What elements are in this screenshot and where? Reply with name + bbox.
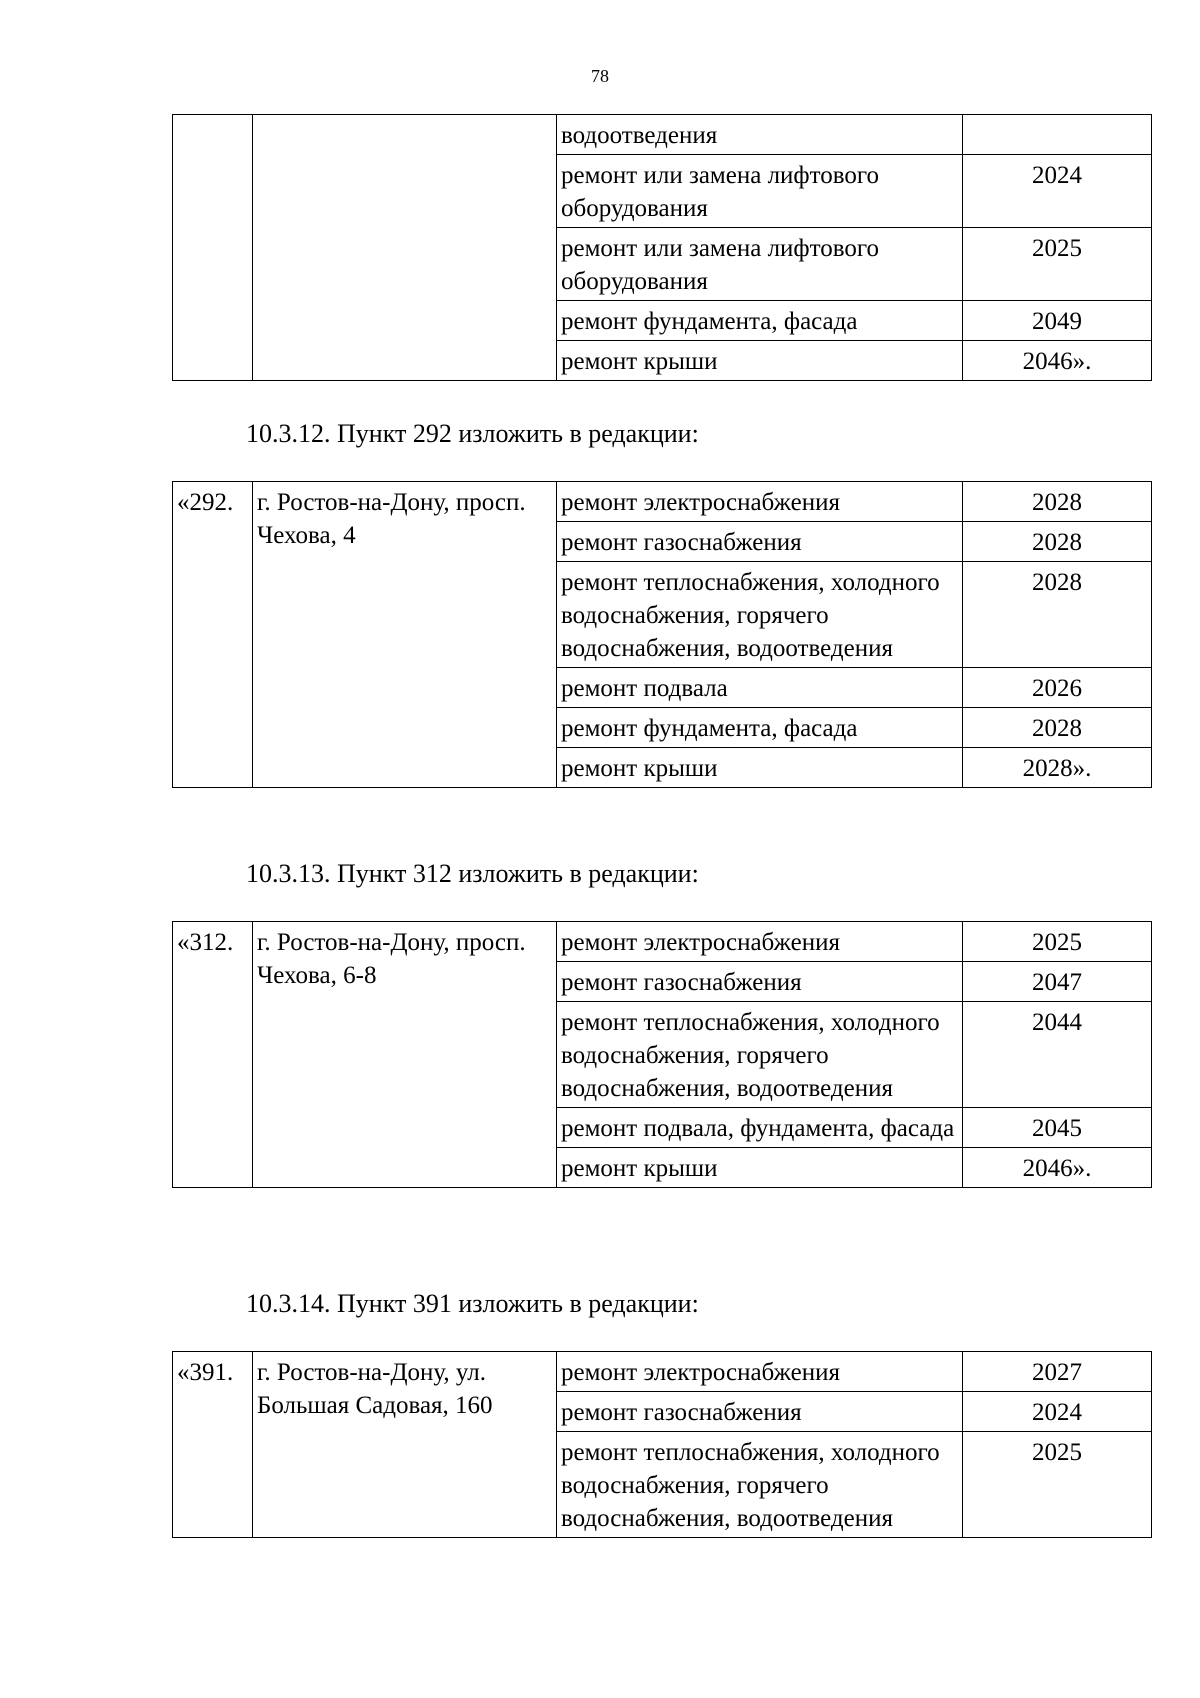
year-cell: 2046». <box>963 1148 1152 1188</box>
item-number-cell <box>173 115 253 381</box>
work-type-cell: ремонт подвала <box>557 668 963 708</box>
year-cell: 2028 <box>963 562 1152 668</box>
work-type-cell: ремонт теплоснабжения, холодного водоснабжения, горячего водоснабжения, водоотведения <box>557 1432 963 1538</box>
year-cell: 2025 <box>963 1432 1152 1538</box>
address-cell <box>253 115 557 381</box>
item-number-cell: «391. <box>173 1352 253 1538</box>
work-type-cell: ремонт или замена лифтового оборудования <box>557 228 963 301</box>
year-cell: 2024 <box>963 1392 1152 1432</box>
year-cell: 2028 <box>963 482 1152 522</box>
year-cell: 2025 <box>963 228 1152 301</box>
address-cell: г. Ростов-на-Дону, ул. Большая Садовая, 160 <box>253 1352 557 1538</box>
works-table-312 <box>172 921 1152 1188</box>
work-type-cell: ремонт подвала, фундамента, фасада <box>557 1108 963 1148</box>
page-number: 78 <box>591 66 609 86</box>
year-cell: 2028 <box>963 708 1152 748</box>
year-cell: 2045 <box>963 1108 1152 1148</box>
year-cell: 2049 <box>963 301 1152 341</box>
work-type-cell: водоотведения <box>557 115 963 155</box>
works-table-391 <box>172 1351 1152 1538</box>
amendment-paragraph-391: 10.3.14. Пункт 391 изложить в редакции: <box>246 1289 699 1318</box>
table-row <box>173 115 1152 155</box>
item-number-cell: «312. <box>173 922 253 1188</box>
work-type-cell: ремонт крыши <box>557 1148 963 1188</box>
year-cell <box>963 115 1152 155</box>
work-type-cell: ремонт газоснабжения <box>557 1392 963 1432</box>
work-type-cell: ремонт электроснабжения <box>557 482 963 522</box>
year-cell: 2046». <box>963 341 1152 381</box>
year-cell: 2047 <box>963 962 1152 1002</box>
table-row <box>173 922 1152 962</box>
work-type-cell: ремонт газоснабжения <box>557 522 963 562</box>
year-cell: 2027 <box>963 1352 1152 1392</box>
year-cell: 2028 <box>963 522 1152 562</box>
amendment-paragraph-292: 10.3.12. Пункт 292 изложить в редакции: <box>246 419 699 448</box>
works-table-292 <box>172 481 1152 788</box>
work-type-cell: ремонт крыши <box>557 748 963 788</box>
year-cell: 2028». <box>963 748 1152 788</box>
item-number-cell: «292. <box>173 482 253 788</box>
address-cell: г. Ростов-на-Дону, просп. Чехова, 6-8 <box>253 922 557 1188</box>
table-row <box>173 482 1152 522</box>
work-type-cell: ремонт теплоснабжения, холодного водоснабжения, горячего водоснабжения, водоотведения <box>557 562 963 668</box>
address-cell: г. Ростов-на-Дону, просп. Чехова, 4 <box>253 482 557 788</box>
year-cell: 2044 <box>963 1002 1152 1108</box>
work-type-cell: ремонт фундамента, фасада <box>557 708 963 748</box>
work-type-cell: ремонт газоснабжения <box>557 962 963 1002</box>
work-type-cell: ремонт фундамента, фасада <box>557 301 963 341</box>
work-type-cell: ремонт теплоснабжения, холодного водоснабжения, горячего водоснабжения, водоотведения <box>557 1002 963 1108</box>
works-table-continuation <box>172 114 1152 381</box>
table-row <box>173 1352 1152 1392</box>
year-cell: 2026 <box>963 668 1152 708</box>
year-cell: 2025 <box>963 922 1152 962</box>
work-type-cell: ремонт крыши <box>557 341 963 381</box>
work-type-cell: ремонт электроснабжения <box>557 922 963 962</box>
year-cell: 2024 <box>963 155 1152 228</box>
work-type-cell: ремонт электроснабжения <box>557 1352 963 1392</box>
work-type-cell: ремонт или замена лифтового оборудования <box>557 155 963 228</box>
amendment-paragraph-312: 10.3.13. Пункт 312 изложить в редакции: <box>246 859 699 888</box>
